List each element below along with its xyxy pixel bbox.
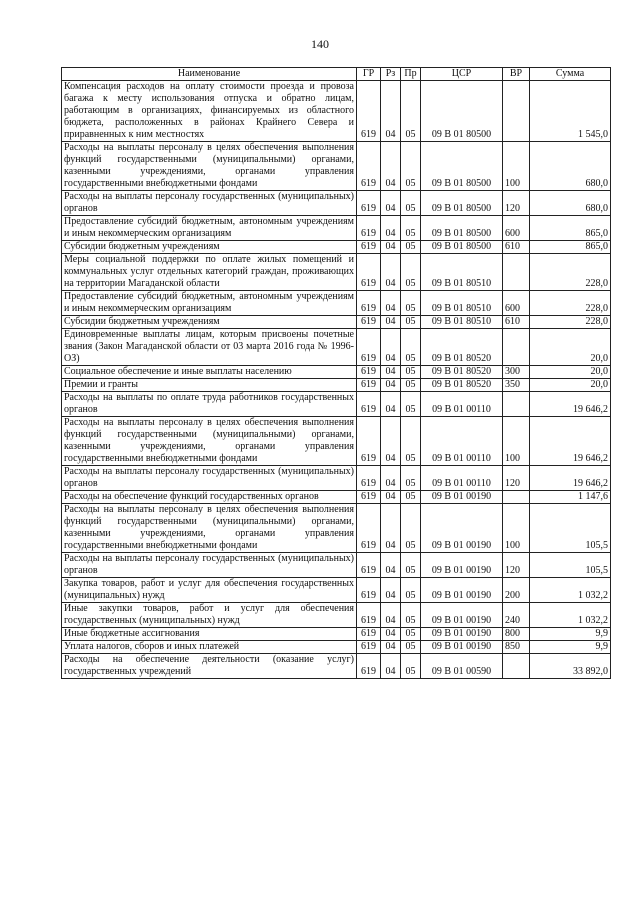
cell-gr: 619	[357, 392, 381, 417]
page-number: 140	[311, 37, 329, 51]
cell-gr: 619	[357, 191, 381, 216]
cell-csr: 09 В 01 00110	[421, 466, 503, 491]
cell-name: Иные закупки товаров, работ и услуг для обеспечения государственных (муниципальных) нужд	[62, 603, 357, 628]
table-row	[62, 379, 611, 392]
cell-name: Меры социальной поддержки по оплате жилых помещений и коммунальных услуг отдельных категорий граждан, проживающих на территории Магаданской области	[62, 254, 357, 291]
cell-pr: 05	[401, 316, 421, 329]
cell-vr	[503, 392, 530, 417]
cell-pr: 05	[401, 641, 421, 654]
cell-csr: 09 В 01 80520	[421, 366, 503, 379]
cell-gr: 619	[357, 654, 381, 679]
cell-gr: 619	[357, 254, 381, 291]
header-gr: ГР	[357, 68, 381, 81]
header-row	[62, 68, 611, 81]
cell-rz: 04	[381, 81, 401, 142]
cell-csr: 09 В 01 00190	[421, 504, 503, 553]
table-row	[62, 329, 611, 366]
cell-pr: 05	[401, 216, 421, 241]
cell-gr: 619	[357, 291, 381, 316]
cell-name: Иные бюджетные ассигнования	[62, 628, 357, 641]
cell-vr: 120	[503, 466, 530, 491]
cell-vr: 100	[503, 417, 530, 466]
cell-name: Предоставление субсидий бюджетным, автономным учреждениям и иным некоммерческим организациям	[62, 216, 357, 241]
header-sum: Сумма	[530, 68, 611, 81]
cell-gr: 619	[357, 553, 381, 578]
cell-gr: 619	[357, 329, 381, 366]
cell-name: Расходы на выплаты персоналу в целях обеспечения выполнения функций государственными (муниципальными) органами, казенными учреждениями, органами управления государственными внебюджетными фондами	[62, 504, 357, 553]
cell-sum: 33 892,0	[530, 654, 611, 679]
cell-vr: 100	[503, 504, 530, 553]
table-row	[62, 216, 611, 241]
cell-pr: 05	[401, 291, 421, 316]
cell-pr: 05	[401, 628, 421, 641]
cell-gr: 619	[357, 81, 381, 142]
cell-sum: 1 545,0	[530, 81, 611, 142]
cell-rz: 04	[381, 254, 401, 291]
cell-gr: 619	[357, 491, 381, 504]
cell-pr: 05	[401, 553, 421, 578]
cell-sum: 105,5	[530, 553, 611, 578]
table-row	[62, 81, 611, 142]
cell-sum: 19 646,2	[530, 466, 611, 491]
cell-name: Расходы на выплаты персоналу государственных (муниципальных) органов	[62, 553, 357, 578]
cell-pr: 05	[401, 366, 421, 379]
cell-name: Уплата налогов, сборов и иных платежей	[62, 641, 357, 654]
cell-vr: 850	[503, 641, 530, 654]
cell-csr: 09 В 01 00590	[421, 654, 503, 679]
cell-gr: 619	[357, 366, 381, 379]
cell-name: Премии и гранты	[62, 379, 357, 392]
header-csr: ЦСР	[421, 68, 503, 81]
cell-name: Социальное обеспечение и иные выплаты населению	[62, 366, 357, 379]
cell-sum: 228,0	[530, 316, 611, 329]
cell-rz: 04	[381, 417, 401, 466]
cell-sum: 20,0	[530, 366, 611, 379]
cell-gr: 619	[357, 628, 381, 641]
table-row	[62, 603, 611, 628]
cell-gr: 619	[357, 603, 381, 628]
cell-sum: 9,9	[530, 641, 611, 654]
cell-csr: 09 В 01 00190	[421, 578, 503, 603]
cell-name: Расходы на обеспечение деятельности (оказание услуг) государственных учреждений	[62, 654, 357, 679]
cell-rz: 04	[381, 654, 401, 679]
cell-name: Расходы на выплаты персоналу государственных (муниципальных) органов	[62, 191, 357, 216]
cell-sum: 680,0	[530, 142, 611, 191]
cell-pr: 05	[401, 191, 421, 216]
cell-sum: 865,0	[530, 216, 611, 241]
cell-rz: 04	[381, 504, 401, 553]
cell-pr: 05	[401, 329, 421, 366]
cell-name: Закупка товаров, работ и услуг для обеспечения государственных (муниципальных) нужд	[62, 578, 357, 603]
cell-sum: 19 646,2	[530, 392, 611, 417]
cell-name: Единовременные выплаты лицам, которым присвоены почетные звания (Закон Магаданской области от 03 марта 2016 года № 1996-ОЗ)	[62, 329, 357, 366]
cell-vr: 600	[503, 216, 530, 241]
cell-name: Субсидии бюджетным учреждениям	[62, 241, 357, 254]
cell-csr: 09 В 01 80520	[421, 379, 503, 392]
cell-rz: 04	[381, 491, 401, 504]
cell-rz: 04	[381, 241, 401, 254]
cell-vr: 300	[503, 366, 530, 379]
cell-vr: 610	[503, 316, 530, 329]
cell-vr: 120	[503, 553, 530, 578]
cell-csr: 09 В 01 00190	[421, 491, 503, 504]
cell-sum: 20,0	[530, 329, 611, 366]
cell-pr: 05	[401, 491, 421, 504]
cell-csr: 09 В 01 00110	[421, 392, 503, 417]
table-row	[62, 491, 611, 504]
table-row	[62, 641, 611, 654]
cell-csr: 09 В 01 80510	[421, 291, 503, 316]
cell-csr: 09 В 01 80500	[421, 142, 503, 191]
cell-csr: 09 В 01 80510	[421, 316, 503, 329]
cell-pr: 05	[401, 81, 421, 142]
table-row	[62, 504, 611, 553]
cell-gr: 619	[357, 578, 381, 603]
cell-name: Компенсация расходов на оплату стоимости проезда и провоза багажа к месту использования отпуска и обратно лицам, работающим в организациях, финансируемых из областного бюджета, расположенных в районах Крайнего Севера и приравненных к ним местностях	[62, 81, 357, 142]
cell-rz: 04	[381, 191, 401, 216]
table-row	[62, 628, 611, 641]
cell-vr: 200	[503, 578, 530, 603]
cell-pr: 05	[401, 417, 421, 466]
cell-vr: 800	[503, 628, 530, 641]
cell-name: Расходы на выплаты персоналу в целях обеспечения выполнения функций государственными (муниципальными) органами, казенными учреждениями, органами управления государственными внебюджетными фондами	[62, 142, 357, 191]
cell-gr: 619	[357, 142, 381, 191]
cell-name: Предоставление субсидий бюджетным, автономным учреждениям и иным некоммерческим организациям	[62, 291, 357, 316]
cell-pr: 05	[401, 466, 421, 491]
header-vr: ВР	[503, 68, 530, 81]
cell-gr: 619	[357, 504, 381, 553]
cell-csr: 09 В 01 80510	[421, 254, 503, 291]
table-row	[62, 142, 611, 191]
cell-rz: 04	[381, 366, 401, 379]
cell-sum: 228,0	[530, 291, 611, 316]
cell-pr: 05	[401, 142, 421, 191]
cell-gr: 619	[357, 379, 381, 392]
table-row	[62, 316, 611, 329]
header-pr: Пр	[401, 68, 421, 81]
table-row	[62, 392, 611, 417]
cell-name: Субсидии бюджетным учреждениям	[62, 316, 357, 329]
cell-sum: 20,0	[530, 379, 611, 392]
budget-table	[61, 67, 611, 679]
cell-sum: 228,0	[530, 254, 611, 291]
cell-csr: 09 В 01 00190	[421, 641, 503, 654]
cell-csr: 09 В 01 80520	[421, 329, 503, 366]
cell-pr: 05	[401, 379, 421, 392]
table-row	[62, 654, 611, 679]
cell-gr: 619	[357, 417, 381, 466]
table-row	[62, 578, 611, 603]
cell-vr: 610	[503, 241, 530, 254]
cell-rz: 04	[381, 291, 401, 316]
cell-gr: 619	[357, 466, 381, 491]
table-body	[62, 81, 611, 679]
cell-csr: 09 В 01 00110	[421, 417, 503, 466]
cell-csr: 09 В 01 00190	[421, 603, 503, 628]
cell-gr: 619	[357, 641, 381, 654]
table-row	[62, 241, 611, 254]
cell-vr	[503, 491, 530, 504]
table-row	[62, 291, 611, 316]
cell-sum: 865,0	[530, 241, 611, 254]
cell-sum: 9,9	[530, 628, 611, 641]
cell-gr: 619	[357, 241, 381, 254]
cell-vr	[503, 81, 530, 142]
cell-gr: 619	[357, 316, 381, 329]
cell-name: Расходы на выплаты персоналу в целях обеспечения выполнения функций государственными (муниципальными) органами, казенными учреждениями, органами управления государственными внебюджетными фондами	[62, 417, 357, 466]
cell-vr: 120	[503, 191, 530, 216]
cell-rz: 04	[381, 329, 401, 366]
cell-csr: 09 В 01 80500	[421, 241, 503, 254]
cell-csr: 09 В 01 80500	[421, 81, 503, 142]
cell-pr: 05	[401, 578, 421, 603]
cell-vr: 350	[503, 379, 530, 392]
cell-rz: 04	[381, 216, 401, 241]
cell-vr: 240	[503, 603, 530, 628]
cell-rz: 04	[381, 379, 401, 392]
cell-name: Расходы на выплаты по оплате труда работников государственных органов	[62, 392, 357, 417]
cell-pr: 05	[401, 504, 421, 553]
cell-name: Расходы на обеспечение функций государственных органов	[62, 491, 357, 504]
cell-sum: 19 646,2	[530, 417, 611, 466]
cell-vr: 600	[503, 291, 530, 316]
table-row	[62, 366, 611, 379]
cell-sum: 105,5	[530, 504, 611, 553]
cell-rz: 04	[381, 553, 401, 578]
cell-rz: 04	[381, 142, 401, 191]
table-header	[62, 68, 611, 81]
header-rz: Рз	[381, 68, 401, 81]
cell-vr	[503, 329, 530, 366]
cell-sum: 1 032,2	[530, 578, 611, 603]
table-row	[62, 191, 611, 216]
cell-rz: 04	[381, 392, 401, 417]
table-row	[62, 417, 611, 466]
cell-csr: 09 В 01 80500	[421, 216, 503, 241]
cell-pr: 05	[401, 392, 421, 417]
cell-rz: 04	[381, 578, 401, 603]
cell-gr: 619	[357, 216, 381, 241]
cell-sum: 680,0	[530, 191, 611, 216]
header-name: Наименование	[62, 68, 357, 81]
cell-csr: 09 В 01 00190	[421, 553, 503, 578]
cell-rz: 04	[381, 316, 401, 329]
cell-csr: 09 В 01 80500	[421, 191, 503, 216]
cell-rz: 04	[381, 603, 401, 628]
cell-pr: 05	[401, 254, 421, 291]
table-row	[62, 466, 611, 491]
cell-vr: 100	[503, 142, 530, 191]
cell-csr: 09 В 01 00190	[421, 628, 503, 641]
cell-pr: 05	[401, 603, 421, 628]
cell-rz: 04	[381, 641, 401, 654]
table-row	[62, 553, 611, 578]
cell-pr: 05	[401, 654, 421, 679]
cell-rz: 04	[381, 466, 401, 491]
cell-vr	[503, 654, 530, 679]
cell-vr	[503, 254, 530, 291]
cell-sum: 1 032,2	[530, 603, 611, 628]
table-row	[62, 254, 611, 291]
cell-rz: 04	[381, 628, 401, 641]
cell-sum: 1 147,6	[530, 491, 611, 504]
cell-name: Расходы на выплаты персоналу государственных (муниципальных) органов	[62, 466, 357, 491]
cell-pr: 05	[401, 241, 421, 254]
